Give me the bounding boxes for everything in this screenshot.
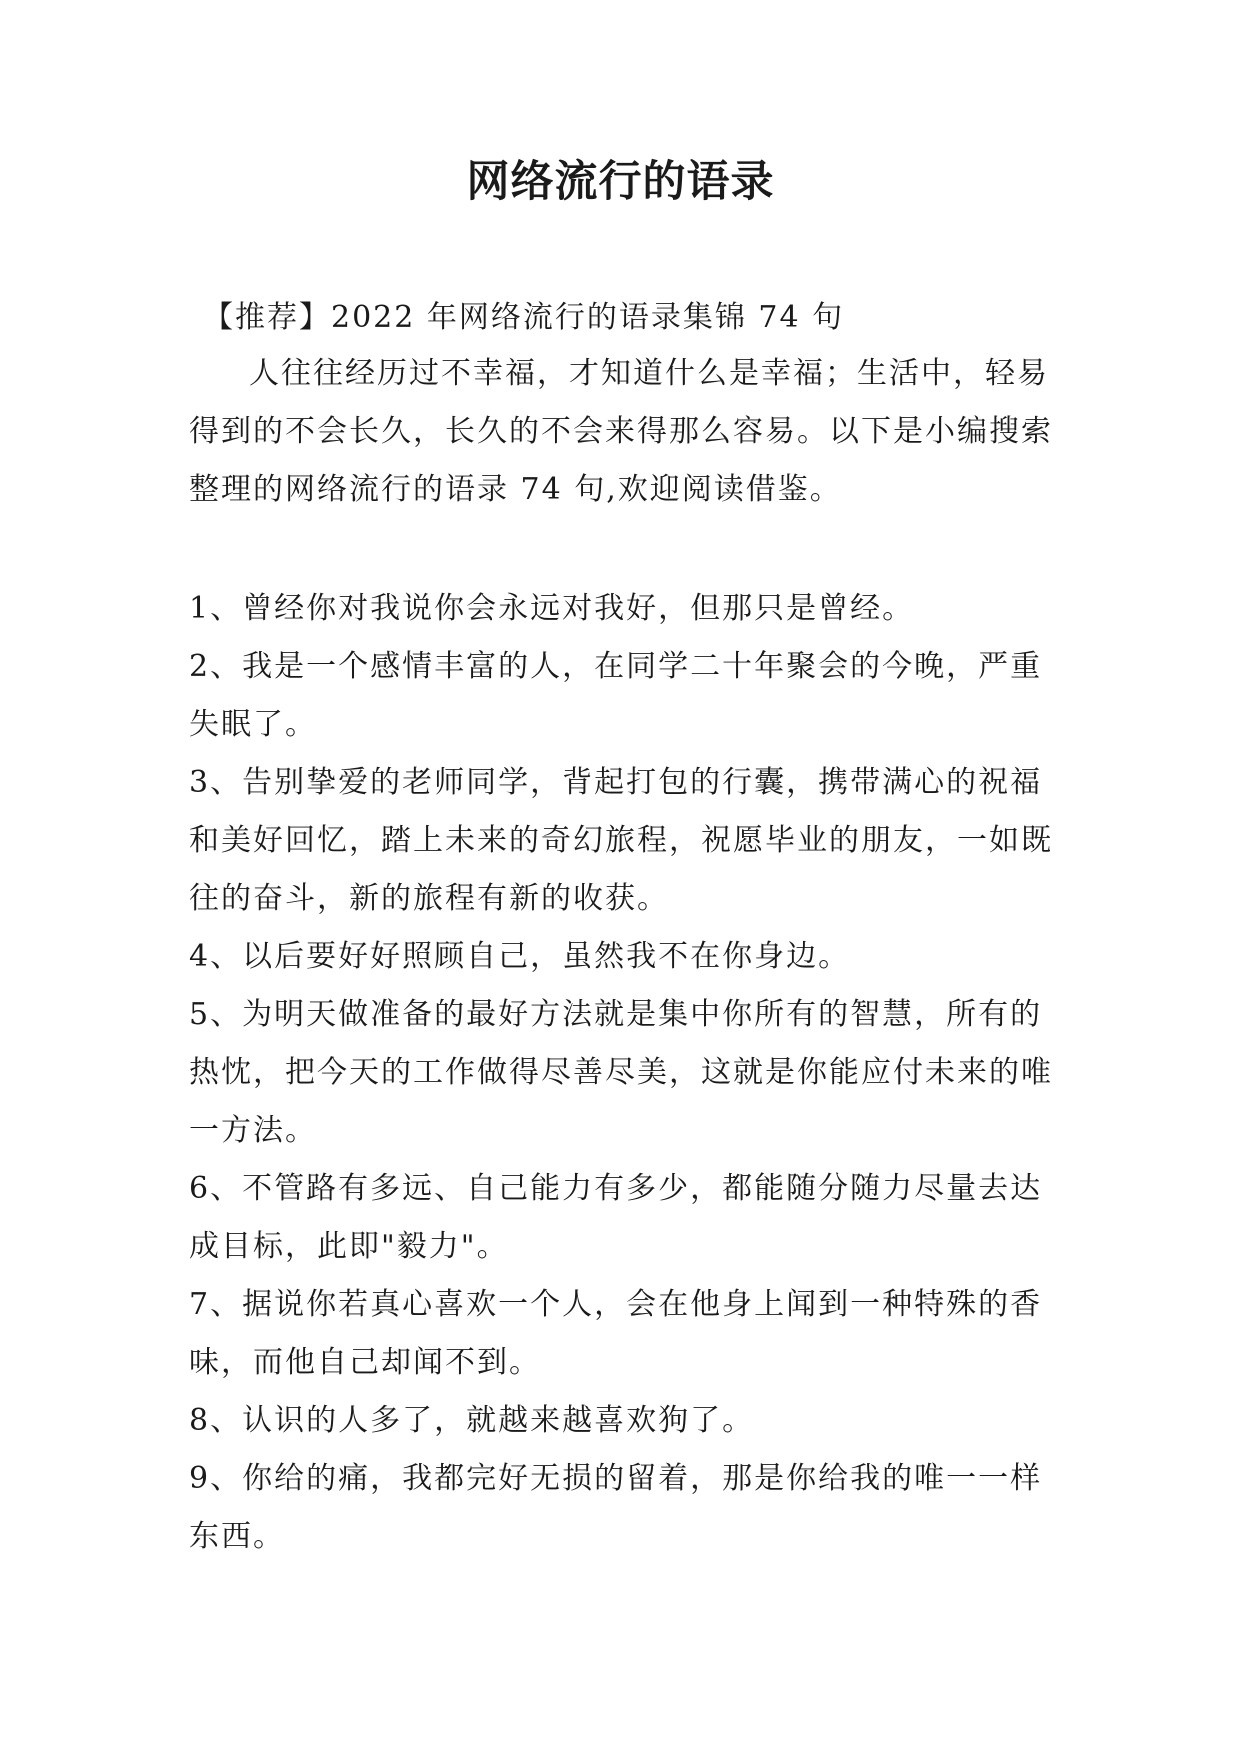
quote-item: 9、你给的痛，我都完好无损的留着，那是你给我的唯一一样东西。 bbox=[189, 1461, 1043, 1554]
quote-item: 3、告别挚爱的老师同学，背起打包的行囊，携带满心的祝福和美好回忆，踏上未来的奇幻旅程，祝愿毕业的朋友，一如既往的奋斗，新的旅程有新的收获。 bbox=[189, 765, 1053, 916]
quote-item: 8、认识的人多了，就越来越喜欢狗了。 bbox=[189, 1403, 755, 1438]
quote-item: 7、据说你若真心喜欢一个人，会在他身上闻到一种特殊的香味，而他自己却闻不到。 bbox=[189, 1287, 1043, 1380]
quote-list bbox=[189, 580, 1059, 1566]
document-subtitle: 【推荐】2022 年网络流行的语录集锦 74 句 bbox=[203, 300, 845, 335]
quote-item: 5、为明天做准备的最好方法就是集中你所有的智慧，所有的热忱，把今天的工作做得尽善尽美，这就是你能应付未来的唯一方法。 bbox=[189, 997, 1053, 1148]
quote-item: 2、我是一个感情丰富的人，在同学二十年聚会的今晚，严重失眠了。 bbox=[189, 649, 1043, 742]
intro-paragraph: 人往往经历过不幸福，才知道什么是幸福；生活中，轻易得到的不会长久，长久的不会来得那么容易。以下是小编搜索整理的网络流行的语录 74 句,欢迎阅读借鉴。 bbox=[189, 356, 1053, 507]
quote-item: 1、曾经你对我说你会永远对我好，但那只是曾经。 bbox=[189, 591, 915, 626]
quote-item: 4、以后要好好照顾自己，虽然我不在你身边。 bbox=[189, 939, 851, 974]
page-title: 网络流行的语录 bbox=[466, 157, 775, 207]
quote-item: 6、不管路有多远、自己能力有多少，都能随分随力尽量去达成目标，此即"毅力"。 bbox=[189, 1171, 1043, 1264]
